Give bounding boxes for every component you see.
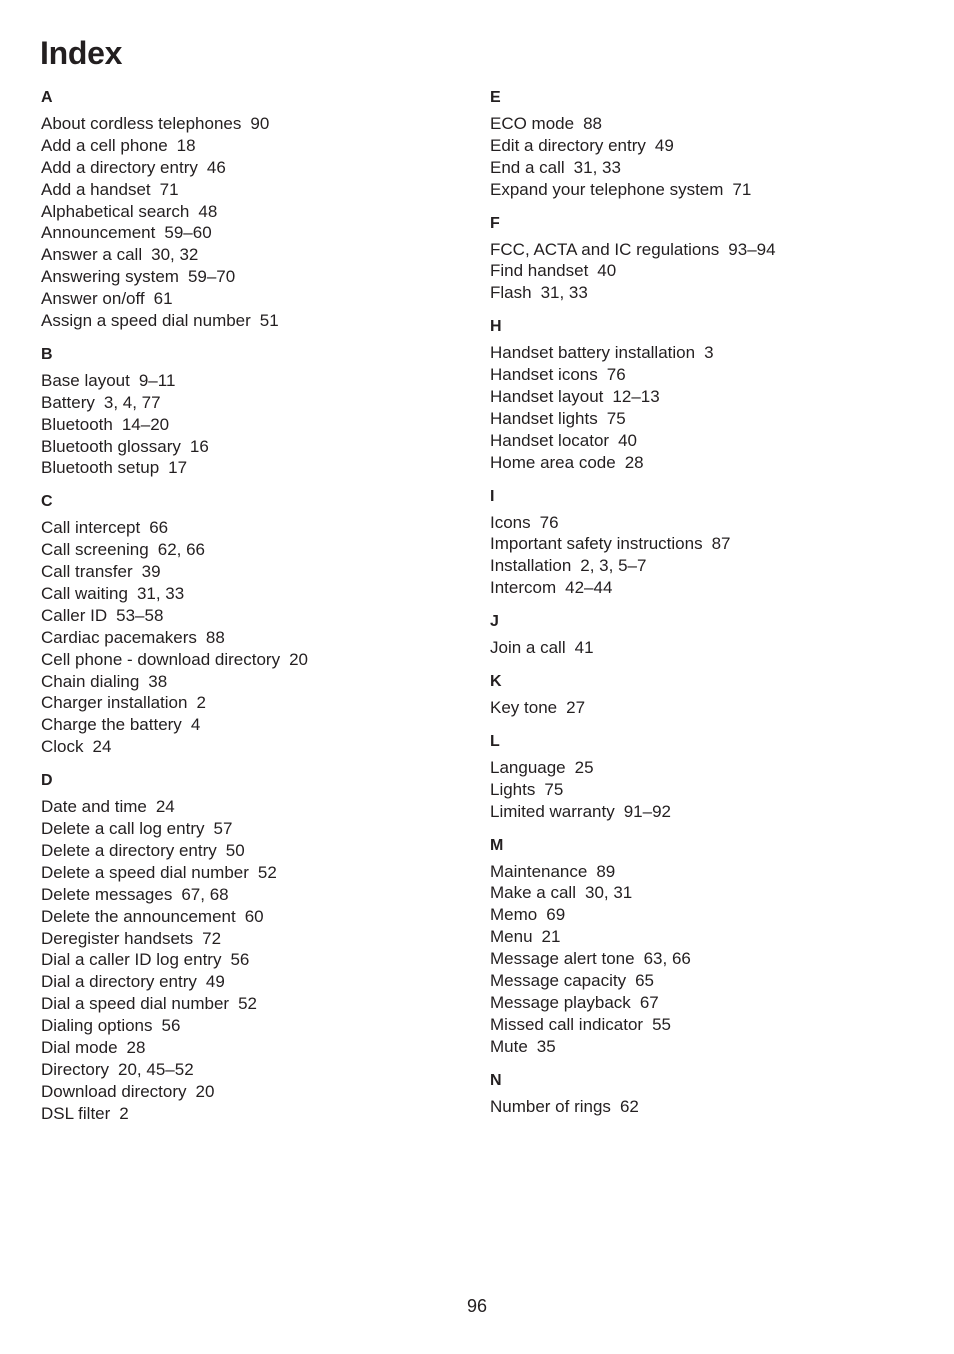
index-page-ref: 88 bbox=[583, 114, 603, 133]
index-page-ref: 88 bbox=[205, 627, 225, 647]
index-page-ref: 67, 68 bbox=[181, 884, 229, 904]
index-section-j bbox=[490, 611, 910, 659]
index-entry bbox=[41, 539, 461, 561]
index-entry bbox=[490, 282, 910, 304]
index-term: Alphabetical search bbox=[41, 201, 190, 221]
index-entry bbox=[41, 414, 461, 436]
index-entry bbox=[490, 801, 910, 823]
index-entry bbox=[490, 533, 910, 555]
index-entry bbox=[41, 1015, 461, 1037]
index-entry bbox=[490, 430, 910, 452]
index-term: Handset icons bbox=[490, 365, 598, 385]
index-page-ref: 31, 33 bbox=[136, 584, 185, 604]
index-term: Call waiting bbox=[41, 584, 128, 604]
index-entry bbox=[41, 993, 461, 1015]
index-entry bbox=[490, 1036, 910, 1058]
index-term: Handset lights bbox=[490, 408, 598, 428]
index-entry bbox=[41, 605, 461, 627]
index-term: Dial a speed dial number bbox=[41, 994, 230, 1014]
index-entry bbox=[490, 779, 910, 801]
index-entry bbox=[490, 555, 910, 577]
index-term: Edit a directory entry bbox=[490, 135, 646, 155]
index-page-ref: 3 bbox=[704, 343, 714, 363]
index-page-ref: 89 bbox=[596, 861, 616, 881]
index-page-ref: 51 bbox=[259, 311, 279, 331]
index-entry bbox=[41, 179, 461, 201]
index-entry bbox=[490, 861, 910, 883]
index-term: Add a cell phone bbox=[41, 135, 168, 155]
section-letter: K bbox=[490, 673, 502, 691]
index-page-ref: 46 bbox=[206, 157, 226, 177]
index-entry bbox=[41, 714, 461, 736]
index-term: Clock bbox=[41, 737, 84, 757]
index-entry bbox=[490, 904, 910, 926]
index-page-ref: 31, 33 bbox=[540, 283, 588, 303]
section-letter: I bbox=[490, 487, 495, 505]
index-term: Dial mode bbox=[41, 1037, 118, 1057]
section-letter: H bbox=[490, 318, 502, 336]
index-term: Bluetooth setup bbox=[41, 458, 160, 478]
index-term: Installation bbox=[490, 556, 572, 576]
index-term: Limited warranty bbox=[490, 801, 615, 821]
index-page-ref: 40 bbox=[597, 261, 617, 281]
index-entry bbox=[41, 135, 461, 157]
index-term: Assign a speed dial number bbox=[41, 311, 251, 331]
index-term: End a call bbox=[490, 157, 565, 177]
index-term: Caller ID bbox=[41, 605, 108, 625]
index-entry bbox=[490, 135, 910, 157]
index-term: Dialing options bbox=[41, 1016, 153, 1036]
index-page-ref: 2, 3, 5–7 bbox=[580, 556, 647, 576]
index-term: Number of rings bbox=[490, 1096, 611, 1116]
index-page-ref: 48 bbox=[198, 201, 218, 221]
index-entry bbox=[41, 736, 461, 758]
index-entry bbox=[490, 882, 910, 904]
index-entry bbox=[41, 649, 461, 671]
index-page-ref: 67 bbox=[639, 992, 659, 1012]
index-entry bbox=[490, 637, 910, 659]
index-section-d bbox=[41, 770, 461, 1124]
index-term: Download directory bbox=[41, 1081, 187, 1101]
section-letter: B bbox=[41, 345, 53, 363]
index-term: Cardiac pacemakers bbox=[41, 627, 197, 647]
index-page-ref: 4 bbox=[190, 715, 201, 735]
index-entry bbox=[41, 310, 461, 332]
index-column-right bbox=[490, 87, 910, 1130]
index-term: Message alert tone bbox=[490, 949, 635, 969]
index-page-ref: 75 bbox=[544, 779, 564, 799]
index-term: Dial a caller ID log entry bbox=[41, 950, 222, 970]
index-term: Key tone bbox=[490, 698, 558, 718]
index-page-ref: 71 bbox=[732, 179, 752, 199]
index-entry bbox=[41, 370, 461, 392]
index-page-ref: 42–44 bbox=[565, 578, 613, 598]
index-page-ref: 56 bbox=[230, 950, 250, 970]
index-term: Message playback bbox=[490, 992, 631, 1012]
index-entry bbox=[490, 364, 910, 386]
index-entry bbox=[41, 627, 461, 649]
index-entry bbox=[490, 408, 910, 430]
section-letter: M bbox=[490, 836, 504, 854]
index-entry bbox=[490, 113, 910, 135]
index-section-m bbox=[490, 835, 910, 1058]
index-section-i bbox=[490, 486, 910, 600]
index-entry bbox=[41, 157, 461, 179]
index-entry bbox=[41, 436, 461, 458]
index-term: Join a call bbox=[490, 638, 566, 658]
index-page-ref: 28 bbox=[126, 1037, 146, 1057]
index-term: Base layout bbox=[41, 370, 130, 390]
index-page-ref: 49 bbox=[205, 972, 225, 992]
index-entry bbox=[41, 796, 461, 818]
index-entry bbox=[41, 862, 461, 884]
index-entry bbox=[41, 1103, 461, 1125]
section-letter: D bbox=[41, 772, 53, 790]
index-term: Delete the announcement bbox=[41, 906, 236, 926]
index-page-ref: 24 bbox=[155, 797, 175, 817]
index-entry bbox=[490, 512, 910, 534]
index-page-ref: 87 bbox=[711, 534, 731, 554]
index-section-f bbox=[490, 213, 910, 305]
index-term: Charge the battery bbox=[41, 715, 182, 735]
index-page-ref: 28 bbox=[624, 452, 644, 472]
index-entry bbox=[41, 392, 461, 414]
index-page-ref: 50 bbox=[225, 840, 245, 860]
index-term: Expand your telephone system bbox=[490, 179, 724, 199]
index-page-ref: 20 bbox=[195, 1081, 215, 1101]
index-term: Handset locator bbox=[490, 430, 610, 450]
index-term: Handset battery installation bbox=[490, 343, 696, 363]
index-page-ref: 35 bbox=[536, 1036, 556, 1056]
index-term: Mute bbox=[490, 1036, 528, 1056]
index-term: Delete messages bbox=[41, 884, 173, 904]
index-page-ref: 57 bbox=[213, 819, 233, 839]
index-page-ref: 62, 66 bbox=[157, 540, 205, 560]
index-term: Chain dialing bbox=[41, 671, 140, 691]
index-page-ref: 17 bbox=[168, 458, 188, 478]
index-page-ref: 40 bbox=[618, 430, 637, 450]
index-page-ref: 69 bbox=[546, 905, 566, 925]
index-term: Call screening bbox=[41, 540, 149, 560]
index-term: DSL filter bbox=[41, 1103, 111, 1123]
index-term: Add a handset bbox=[41, 179, 151, 199]
index-page-ref: 52 bbox=[238, 994, 257, 1014]
index-page-ref: 24 bbox=[92, 737, 112, 757]
index-term: Answer on/off bbox=[41, 289, 145, 309]
index-entry bbox=[41, 692, 461, 714]
index-page-ref: 30, 31 bbox=[584, 883, 633, 903]
index-term: Bluetooth glossary bbox=[41, 436, 181, 456]
index-entry bbox=[490, 260, 910, 282]
index-page-ref: 72 bbox=[202, 928, 222, 948]
index-page-ref: 16 bbox=[189, 436, 209, 456]
index-entry bbox=[490, 948, 910, 970]
index-page-ref: 53–58 bbox=[116, 605, 164, 625]
index-entry bbox=[41, 671, 461, 693]
index-term: Find handset bbox=[490, 261, 589, 281]
index-page-ref: 60 bbox=[244, 906, 264, 926]
index-entry bbox=[41, 561, 461, 583]
index-entry bbox=[490, 577, 910, 599]
index-page-ref: 39 bbox=[141, 562, 161, 582]
section-letter: F bbox=[490, 214, 500, 232]
index-section-b bbox=[41, 344, 461, 479]
index-page-ref: 59–70 bbox=[187, 267, 236, 287]
index-page-ref: 93–94 bbox=[728, 239, 776, 259]
index-entry bbox=[490, 179, 910, 201]
page-number: 96 bbox=[466, 1296, 488, 1316]
index-section-n bbox=[490, 1070, 910, 1118]
index-term: Add a directory entry bbox=[41, 157, 198, 177]
index-term: Announcement bbox=[41, 223, 156, 243]
index-term: Home area code bbox=[490, 452, 616, 472]
index-term: Call intercept bbox=[41, 518, 141, 538]
section-letter: J bbox=[490, 613, 499, 631]
index-page-ref: 71 bbox=[159, 179, 179, 199]
index-page-ref: 3, 4, 77 bbox=[103, 392, 161, 412]
page-title: Index bbox=[40, 35, 123, 71]
index-term: Directory bbox=[41, 1059, 110, 1079]
index-term: Flash bbox=[490, 283, 532, 303]
index-term: Menu bbox=[490, 927, 533, 947]
index-term: Answering system bbox=[41, 267, 179, 287]
index-term: Bluetooth bbox=[41, 414, 113, 434]
index-entry bbox=[41, 222, 461, 244]
index-entry bbox=[490, 1014, 910, 1036]
index-term: Make a call bbox=[490, 883, 576, 903]
index-term: Battery bbox=[41, 392, 95, 412]
index-entry bbox=[490, 157, 910, 179]
index-term: Delete a speed dial number bbox=[41, 862, 249, 882]
section-letter: C bbox=[41, 493, 53, 511]
index-entry bbox=[490, 452, 910, 474]
index-page-ref: 12–13 bbox=[612, 387, 660, 407]
index-column-left bbox=[41, 87, 461, 1137]
index-entry bbox=[41, 457, 461, 479]
index-page-ref: 41 bbox=[574, 638, 594, 658]
index-entry bbox=[41, 884, 461, 906]
index-term: Message capacity bbox=[490, 971, 627, 991]
index-page-ref: 25 bbox=[574, 757, 594, 777]
index-entry bbox=[41, 288, 461, 310]
index-page-ref: 66 bbox=[149, 518, 169, 538]
index-page-ref: 75 bbox=[606, 408, 626, 428]
index-page-ref: 18 bbox=[176, 135, 196, 155]
index-section-e bbox=[490, 87, 910, 201]
index-entry bbox=[41, 266, 461, 288]
index-section-l bbox=[490, 731, 910, 823]
index-entry bbox=[41, 517, 461, 539]
index-term: Answer a call bbox=[41, 245, 143, 265]
index-entry bbox=[41, 244, 461, 266]
index-entry bbox=[490, 757, 910, 779]
index-page-ref: 27 bbox=[566, 698, 586, 718]
index-entry bbox=[490, 992, 910, 1014]
index-term: Dial a directory entry bbox=[41, 972, 197, 992]
index-page-ref: 65 bbox=[635, 971, 654, 991]
index-page-ref: 14–20 bbox=[121, 414, 170, 434]
index-term: FCC, ACTA and IC regulations bbox=[490, 239, 720, 259]
index-term: Memo bbox=[490, 905, 538, 925]
index-term: Intercom bbox=[490, 578, 557, 598]
index-page-ref: 61 bbox=[153, 289, 173, 309]
index-page-ref: 91–92 bbox=[623, 801, 671, 821]
index-page-ref: 49 bbox=[654, 135, 674, 155]
index-entry bbox=[41, 1037, 461, 1059]
index-section-k bbox=[490, 671, 910, 719]
index-term: Delete a directory entry bbox=[41, 840, 217, 860]
index-term: ECO mode bbox=[490, 114, 575, 133]
index-page-ref: 62 bbox=[619, 1096, 639, 1116]
index-entry bbox=[41, 949, 461, 971]
index-term: Lights bbox=[490, 779, 536, 799]
index-term: Delete a call log entry bbox=[41, 819, 205, 839]
section-letter: E bbox=[490, 89, 501, 106]
index-page-ref: 38 bbox=[148, 671, 168, 691]
index-page-ref: 21 bbox=[541, 927, 561, 947]
index-entry bbox=[41, 818, 461, 840]
index-entry bbox=[41, 971, 461, 993]
index-entry bbox=[490, 342, 910, 364]
index-page-ref: 31, 33 bbox=[573, 157, 621, 177]
index-term: Call transfer bbox=[41, 562, 133, 582]
index-page-ref: 76 bbox=[606, 365, 626, 385]
index-entry bbox=[41, 906, 461, 928]
index-entry bbox=[490, 386, 910, 408]
index-term: Important safety instructions bbox=[490, 534, 703, 554]
index-entry bbox=[41, 113, 461, 135]
section-letter: L bbox=[490, 732, 500, 750]
index-term: Date and time bbox=[41, 797, 147, 817]
index-term: Deregister handsets bbox=[41, 928, 194, 948]
index-page-ref: 30, 32 bbox=[151, 245, 199, 265]
index-entry bbox=[490, 239, 910, 261]
index-page-ref: 59–60 bbox=[164, 223, 212, 243]
index-term: Charger installation bbox=[41, 693, 188, 713]
index-term: Missed call indicator bbox=[490, 1014, 644, 1034]
index-entry bbox=[41, 928, 461, 950]
index-page-ref: 90 bbox=[250, 114, 270, 133]
index-term: Language bbox=[490, 757, 566, 777]
section-letter: N bbox=[490, 1071, 502, 1089]
index-entry bbox=[41, 583, 461, 605]
index-page-ref: 63, 66 bbox=[643, 949, 691, 969]
index-page-ref: 76 bbox=[539, 512, 559, 532]
index-term: Cell phone - download directory bbox=[41, 649, 281, 669]
index-section-c bbox=[41, 491, 461, 758]
index-entry bbox=[41, 1059, 461, 1081]
index-page-ref: 2 bbox=[196, 693, 206, 713]
index-entry bbox=[490, 1096, 910, 1118]
index-term: Handset layout bbox=[490, 387, 604, 407]
index-section-a bbox=[41, 87, 461, 332]
index-entry bbox=[41, 201, 461, 223]
index-section-h bbox=[490, 316, 910, 473]
index-term: About cordless telephones bbox=[41, 114, 242, 133]
index-term: Icons bbox=[490, 512, 531, 532]
index-term: Maintenance bbox=[490, 861, 588, 881]
index-page-ref: 20, 45–52 bbox=[118, 1059, 194, 1079]
index-entry bbox=[490, 926, 910, 948]
index-page-ref: 52 bbox=[257, 862, 277, 882]
index-page-ref: 20 bbox=[289, 649, 309, 669]
index-entry bbox=[41, 840, 461, 862]
index-entry bbox=[490, 970, 910, 992]
index-entry bbox=[490, 697, 910, 719]
section-letter: A bbox=[41, 89, 53, 106]
index-page-ref: 55 bbox=[652, 1014, 671, 1034]
index-page-ref: 9–11 bbox=[138, 370, 176, 390]
index-page-ref: 2 bbox=[119, 1103, 129, 1123]
index-page-ref: 56 bbox=[161, 1016, 181, 1036]
index-entry bbox=[41, 1081, 461, 1103]
